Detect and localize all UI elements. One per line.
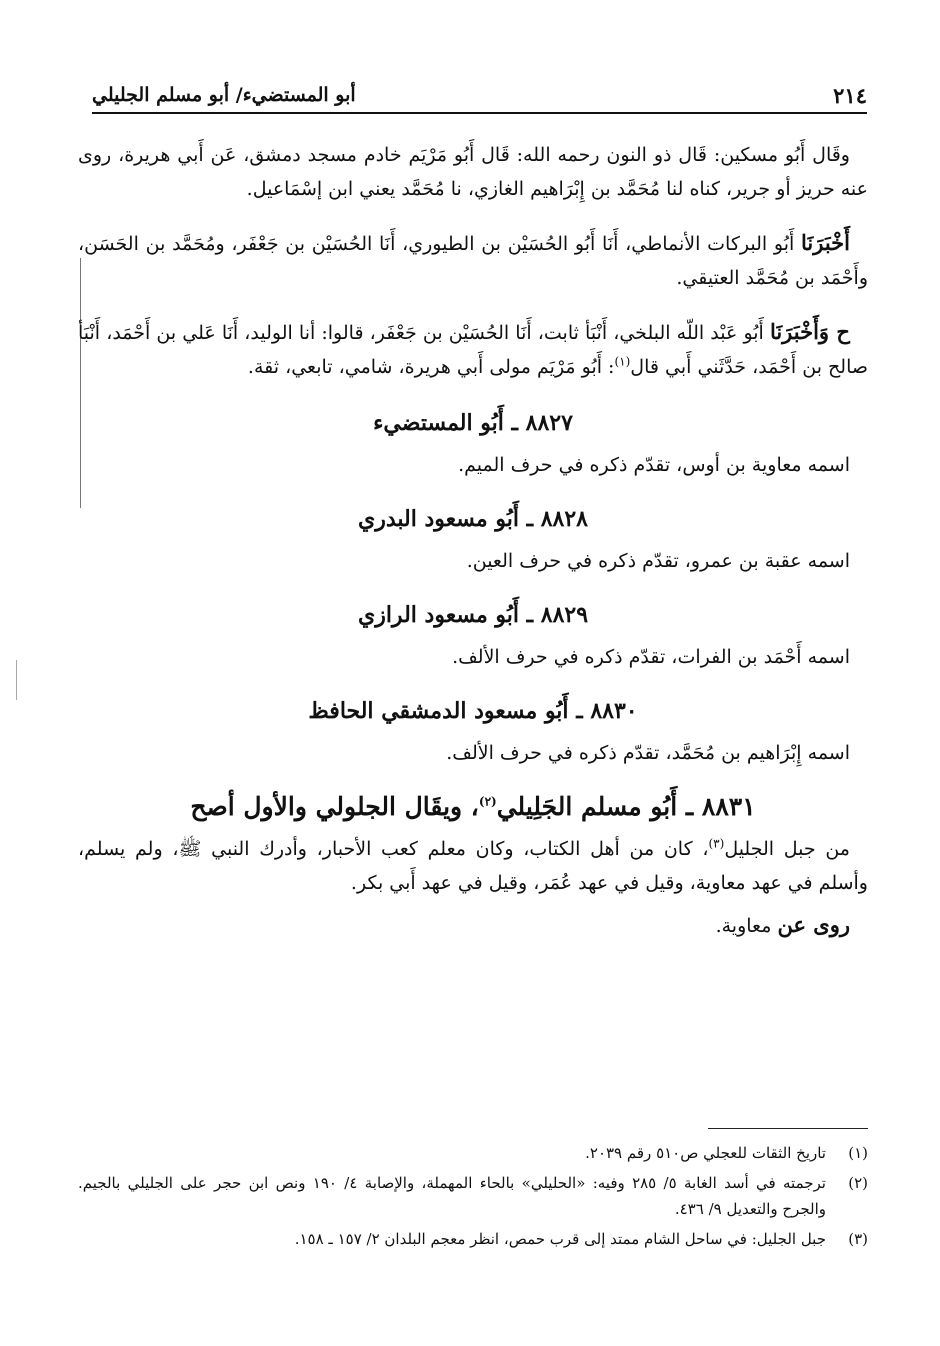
page-number: ٢١٤ xyxy=(833,82,867,108)
entry-text: اسمه عقبة بن عمرو، تقدّم ذكره في حرف العين. xyxy=(466,550,850,572)
footnote-ref-3[interactable]: (٣) xyxy=(708,836,725,851)
footnote-number: (١) xyxy=(848,1144,868,1162)
footnote-number: (٢) xyxy=(848,1174,868,1192)
entry-text: اسمه معاوية بن أوس، تقدّم ذكره في حرف الميم. xyxy=(458,454,850,476)
riwaya-lead: روى عن xyxy=(777,912,850,937)
paragraph-3-text-cont: : أَبُو مَرْيَم مولى أَبي هريرة، شامي، تابعي، ثقة. xyxy=(247,356,615,378)
paragraph-3-lead: ح وَأَخْبَرَنَا xyxy=(769,319,850,344)
entry-text xyxy=(78,832,868,900)
entry-8829 xyxy=(78,596,868,674)
footnote-text: جبل الجليل: في ساحل الشام ممتد إلى قرب حمص، انظر معجم البلدان ٢/ ١٥٧ ـ ١٥٨. xyxy=(294,1230,826,1248)
footnote-3 xyxy=(78,1226,868,1252)
entry-title: ٨٨٢٧ ـ أَبُو المستضيء xyxy=(373,410,573,436)
entry-8831 xyxy=(78,788,868,943)
entry-title: ٨٨٢٩ ـ أَبُو مسعود الرازي xyxy=(357,602,589,628)
footnote-text: ترجمته في أسد الغابة ٥/ ٢٨٥ وفيه: «الحليلي» بالحاء المهملة، والإصابة ٤/ ١٩٠ ونص ابن حجر على الجليلي بالجيم. والجرح والتعديل ٩/ ٤٣٦. xyxy=(78,1174,826,1218)
footnotes xyxy=(78,1140,868,1256)
running-title: أبو المستضيء/ أبو مسلم الجليلي xyxy=(92,84,356,106)
paragraph-2-text: أَبُو البركات الأنماطي، أَنَا أَبُو الحُسَيْن بن الطيوري، أَنَا الحُسَيْن بن جَعْفَر، ومُحَمَّد بن الحَسَن، وأَحْمَد بن مُحَمَّد العتيقي. xyxy=(78,233,868,289)
paragraph-2-lead: أَخْبَرَنَا xyxy=(801,230,850,255)
entry-8827 xyxy=(78,404,868,482)
footnote-1 xyxy=(78,1140,868,1166)
footnote-ref-1[interactable]: (١) xyxy=(614,354,631,369)
riwaya-line xyxy=(78,908,868,943)
entry-title: ٨٨٢٨ ـ أَبُو مسعود البدري xyxy=(358,506,588,532)
riwaya-text: معاوية. xyxy=(715,915,778,937)
entry-title-text: ٨٨٣١ ـ أَبُو مسلم الجَلِيلي xyxy=(496,792,756,821)
entry-8830 xyxy=(78,692,868,770)
entry-title-text-cont: ، ويقَال الجلولي والأول أصح xyxy=(190,792,479,821)
entry-text: اسمه إِبْرَاهيم بن مُحَمَّد، تقدّم ذكره في حرف الألف. xyxy=(446,742,850,764)
paragraph-1-text: وقَال أَبُو مسكين: قَال ذو النون رحمه الله: قَال أَبُو مَرْيَم خادم مسجد دمشق، عَن أَبي هريرة، روى عنه حريز أو جرير، كناه لنا مُحَمَّد بن إِبْرَاهيم الغازي، نا مُحَمَّد يعني ابن إسْمَاعيل. xyxy=(78,144,868,200)
entry-title: ٨٨٣٠ ـ أَبُو مسعود الدمشقي الحافظ xyxy=(308,698,638,724)
footnote-number: (٣) xyxy=(848,1230,868,1248)
footnote-2 xyxy=(78,1170,868,1222)
paragraph-3-text: أَبُو عَبْد اللّه البلخي، أَنْبَأ ثابت، أَنَا الحُسَيْن بن جَعْفَر، قالوا: أنا الوليد، أَنَا عَلي بن أَحْمَد، أَنْبَأ صالح بن أَحْمَد، حَدَّثَني أَبي قال xyxy=(78,322,868,378)
entry-text-start: من جبل الجليل xyxy=(724,838,850,860)
running-header xyxy=(92,78,867,114)
paragraph-2 xyxy=(78,226,868,295)
footnote-text: تاريخ الثقات للعجلي ص٥١٠ رقم ٢٠٣٩. xyxy=(585,1144,826,1162)
paragraph-3 xyxy=(78,315,868,384)
footnote-divider xyxy=(708,1128,868,1129)
footnote-ref-2[interactable]: (٢) xyxy=(478,794,497,809)
entry-text: اسمه أَحْمَد بن الفرات، تقدّم ذكره في حرف الألف. xyxy=(452,646,850,668)
margin-mark xyxy=(16,660,17,700)
paragraph-1 xyxy=(78,138,868,206)
entry-text-cont: ، كان من أهل الكتاب، وكان معلم كعب الأحبار، وأدرك النبي ﷺ، ولم يسلم، وأسلم في عهد معاوية، وقيل في عهد عُمَر، وقيل في عهد أَبي بكر. xyxy=(78,838,868,894)
entry-title xyxy=(78,788,868,826)
entry-8828 xyxy=(78,500,868,578)
main-text xyxy=(78,138,868,943)
